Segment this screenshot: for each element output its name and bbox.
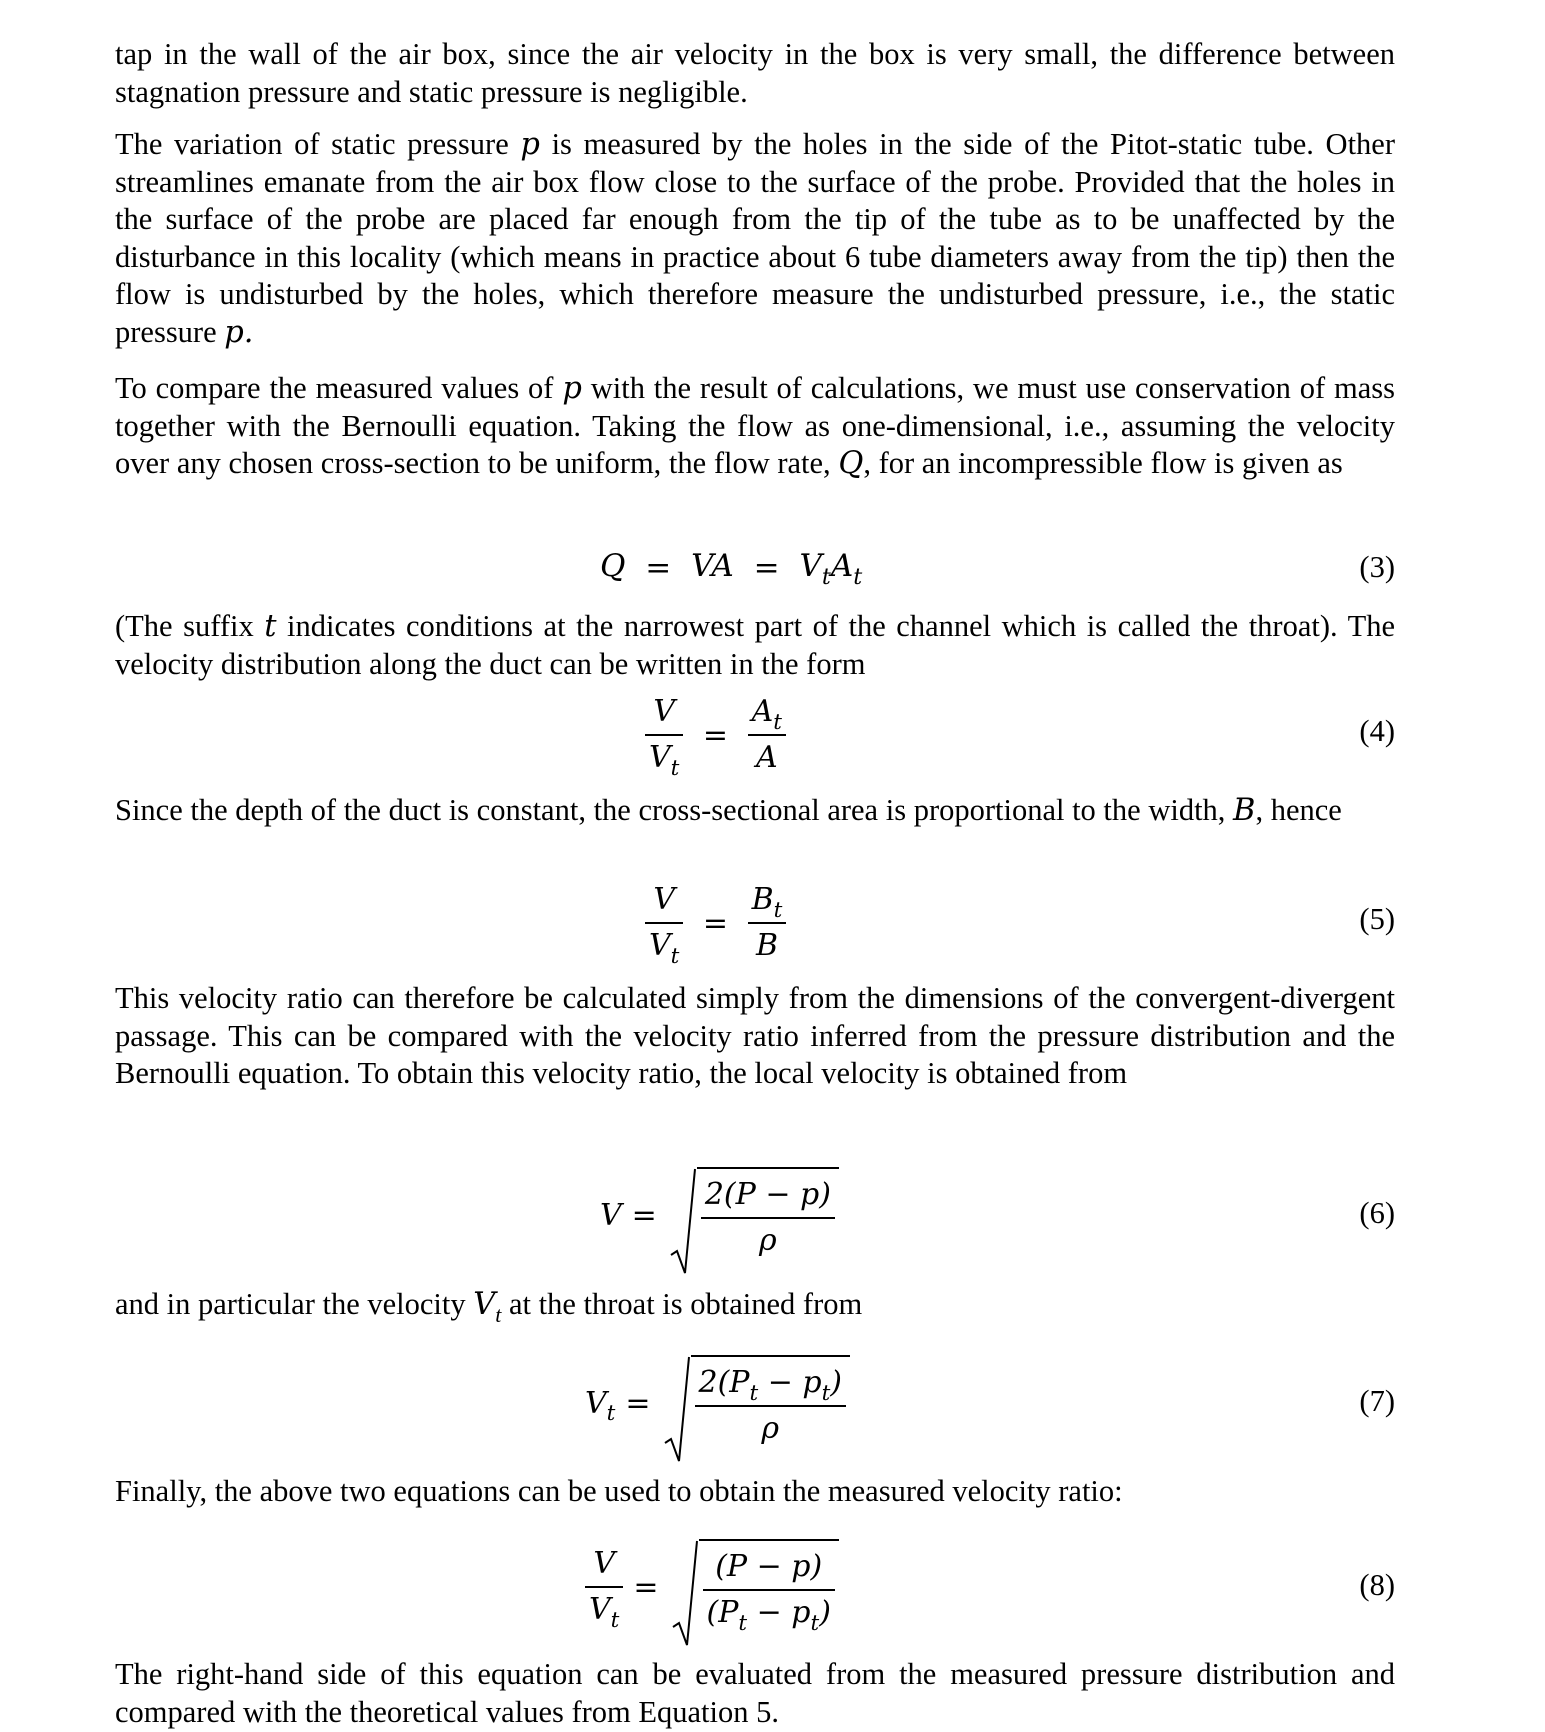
equation-number-7: (7) [1359, 1384, 1395, 1418]
eq7-equals: = [625, 1385, 651, 1421]
eq3-term: A [830, 548, 854, 584]
eq5-subscript: t [773, 897, 783, 923]
paragraph-text: This velocity ratio can therefore be calculated simply from the dimensions of the convergent-divergent passage. This can be compared with the velocity ratio inferred from the pressure distribution and the Bernoulli equation. To obtain this velocity ratio, the local velocity is obtained from [115, 981, 1395, 1090]
symbol-subscript: t [495, 1301, 502, 1327]
eq7-denominator: ρ [761, 1411, 780, 1446]
eq7-num-part: 2(P [698, 1365, 750, 1400]
eq5-den-symbol: V [649, 928, 671, 963]
eq7-lhs-symbol: V [585, 1385, 607, 1421]
eq4-rhs-denominator: A [755, 740, 778, 775]
eq3-lhs: Q [600, 548, 626, 584]
eq8-sqrt [669, 1539, 839, 1635]
eq5-lhs-fraction [645, 878, 683, 968]
symbol-B: B [1233, 793, 1256, 828]
eq8-radicand [699, 1539, 839, 1635]
eq8-subscript: t [738, 1610, 748, 1636]
eq7-sqrt [661, 1355, 851, 1451]
eq4-lhs-fraction [645, 690, 683, 780]
eq7-subscript: t [606, 1401, 616, 1427]
sqrt-radical-icon [669, 1539, 699, 1649]
eq8-den-part: − p [747, 1595, 811, 1630]
eq5-subscript: t [670, 943, 680, 969]
eq5-rnum-symbol: B [751, 882, 774, 917]
paragraph-finally [115, 1473, 1395, 1511]
symbol-Q: Q [838, 446, 864, 481]
eq6-fraction [701, 1173, 835, 1263]
eq4-rhs-numerator [748, 690, 786, 736]
eq8-rhs-denominator [703, 1591, 835, 1635]
equation-6 [115, 1160, 1395, 1270]
eq8-equals: = [633, 1569, 659, 1605]
eq4-equals: = [702, 717, 729, 753]
eq4-numerator: V [645, 690, 683, 736]
equation-3 [115, 548, 1395, 596]
eq5-denominator [645, 924, 683, 968]
paragraph-text: Since the depth of the duct is constant, the cross-sectional area is proportional to the width, [115, 793, 1226, 827]
paragraph-throat-velocity [115, 1286, 1395, 1327]
eq3-equals: = [645, 549, 672, 586]
equation-number-3: (3) [1359, 550, 1395, 584]
symbol-p: p [562, 371, 582, 406]
paragraph-text: with the result of calculations, we must use conservation of mass together with the Bernoulli equation. Taking the flow as one-dimensional, i.e., assuming the velocity over any chosen cross-section to be uniform, the flow rate, [115, 371, 1395, 480]
paragraph-depth [115, 792, 1395, 830]
equation-number-5: (5) [1359, 902, 1395, 936]
eq7-subscript: t [749, 1380, 759, 1406]
eq8-den-part: (P [706, 1595, 739, 1630]
paragraph-intro-text: tap in the wall of the air box, since the air velocity in the box is very small, the difference between stagnation pressure and static pressure is negligible. [115, 37, 1395, 109]
eq8-lhs-fraction [585, 1542, 623, 1632]
paragraph-text: Finally, the above two equations can be used to obtain the measured velocity ratio: [115, 1474, 1123, 1508]
eq5-rhs-fraction [748, 878, 787, 968]
eq8-denominator [585, 1588, 623, 1632]
equation-number-4: (4) [1359, 714, 1395, 748]
equation-4 [115, 690, 1395, 780]
eq6-lhs: V [600, 1197, 622, 1233]
paragraph-text: To compare the measured values of [115, 371, 554, 405]
eq7-fraction [695, 1361, 847, 1451]
symbol-p: p. [224, 314, 254, 350]
paragraph-text: is measured by the holes in the side of the Pitot-static tube. Other streamlines emanate from the air box flow close to the surface of the probe. Provided that the holes in the surface of the probe are placed far enough from the tip of the tube as to be unaffected by the disturbance in this locality (which means in practice about 6 tube diameters away from the tip) then the flow is undisturbed by the holes, which therefore measure the undisturbed pressure, i.e., the static pressure [115, 127, 1396, 349]
eq4-subscript: t [773, 709, 782, 735]
eq8-den-symbol: V [589, 1592, 611, 1627]
sqrt-radical-icon [661, 1355, 691, 1465]
eq4-rnum-symbol: A [751, 694, 774, 729]
eq6-radicand [697, 1167, 839, 1263]
eq8-subscript: t [810, 1610, 820, 1636]
paragraph-static-pressure [115, 126, 1395, 351]
eq8-subscript: t [610, 1607, 620, 1633]
paragraph-intro [115, 36, 1395, 111]
eq8-rhs-fraction [703, 1545, 835, 1635]
equation-8 [115, 1532, 1395, 1642]
eq3-mid: VA [691, 548, 734, 584]
eq7-num-part: ) [830, 1365, 842, 1400]
eq5-numerator: V [645, 878, 683, 924]
eq7-num-part: − p [758, 1365, 822, 1400]
eq4-den-symbol: V [649, 740, 671, 775]
eq7-subscript: t [821, 1380, 831, 1406]
eq3-subscript: t [821, 563, 831, 590]
eq8-rhs-numerator: (P − p) [703, 1545, 835, 1591]
eq6-numerator: 2(P − p) [701, 1173, 835, 1219]
eq5-rhs-denominator: B [755, 928, 778, 963]
sqrt-radical-icon [667, 1167, 697, 1277]
eq7-radicand [691, 1355, 851, 1451]
paragraph-text: The right-hand side of this equation can be evaluated from the measured pressure distribution and compared with the theoretical values from Equation 5. [115, 1657, 1395, 1729]
paragraph-text: , hence [1255, 793, 1342, 827]
paragraph-text: , for an incompressible flow is given as [863, 446, 1343, 480]
eq3-equals: = [753, 549, 780, 586]
eq4-denominator [645, 736, 683, 780]
eq3-term: V [799, 548, 822, 584]
eq5-equals: = [702, 905, 729, 941]
paragraph-text: at the throat is obtained from [509, 1287, 863, 1321]
paragraph-text: The variation of static pressure [115, 127, 509, 161]
equation-5 [115, 878, 1395, 968]
equation-number-6: (6) [1359, 1196, 1395, 1230]
symbol-t: t [264, 609, 277, 644]
symbol-p: p [520, 127, 540, 162]
eq4-rhs-fraction [748, 690, 786, 780]
eq6-denominator: ρ [759, 1223, 777, 1258]
eq8-numerator: V [585, 1542, 623, 1588]
paragraph-text: and in particular the velocity [115, 1287, 466, 1321]
eq6-sqrt [667, 1167, 839, 1263]
paragraph-velocity-ratio [115, 980, 1395, 1093]
eq5-rhs-numerator [748, 878, 787, 924]
equation-number-8: (8) [1359, 1568, 1395, 1602]
eq3-subscript: t [853, 563, 863, 590]
symbol-V: V [473, 1287, 496, 1322]
paragraph-text: indicates conditions at the narrowest part of the channel which is called the throat). The velocity distribution along the duct can be written in the form [115, 609, 1396, 681]
paragraph-conservation [115, 370, 1395, 483]
paragraph-suffix [115, 608, 1395, 683]
eq8-den-part: ) [819, 1595, 831, 1630]
equation-7 [115, 1348, 1395, 1458]
eq7-lhs [585, 1385, 616, 1427]
eq4-subscript: t [670, 755, 680, 781]
eq7-numerator [695, 1361, 847, 1407]
paragraph-text: (The suffix [115, 609, 254, 643]
paragraph-conclusion [115, 1656, 1395, 1731]
eq6-equals: = [631, 1197, 657, 1233]
